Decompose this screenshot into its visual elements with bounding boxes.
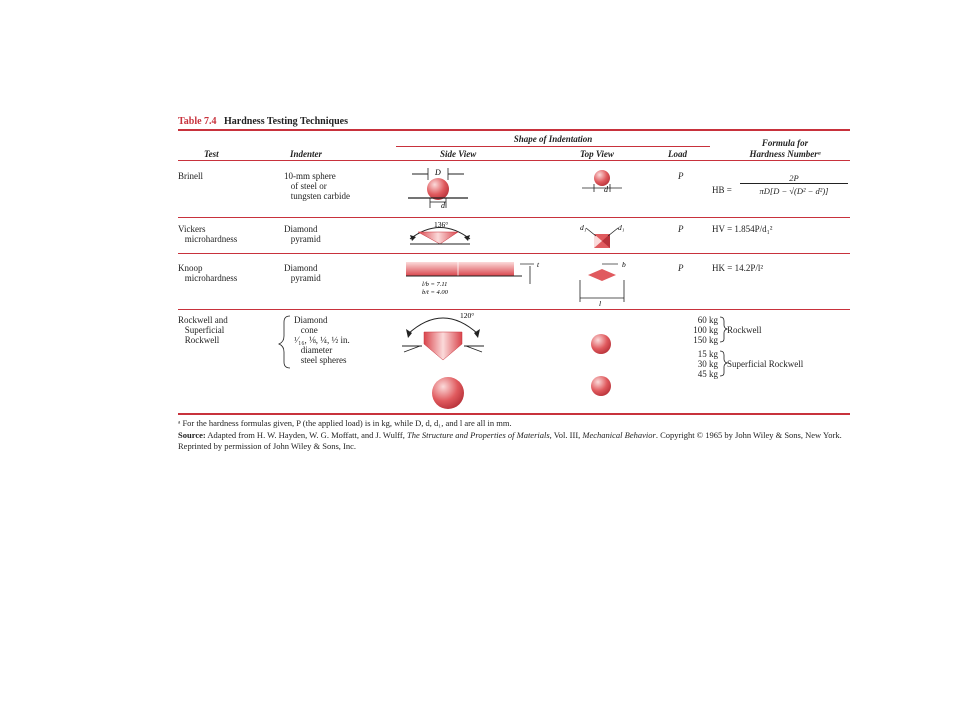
row-brinell-formula-prefix: HB = [712, 185, 732, 195]
row-knoop-formula: HK = 14.2P/l² [712, 263, 764, 273]
brinell-side-view [408, 168, 468, 210]
rockwell-cone-side-view [402, 311, 484, 409]
header-top-view: Top View [580, 149, 614, 159]
row-brinell-formula-denominator: πD[D − √(D² − d²)] [759, 186, 829, 196]
rockwell-angle-label: 120° [460, 311, 475, 320]
vickers-angle-label: 136° [434, 220, 449, 229]
knoop-top-indent [588, 269, 616, 281]
row-brinell-test: Brinell [178, 171, 203, 181]
header-load: Load [668, 149, 687, 159]
vickers-pyramid [418, 232, 458, 244]
knoop-side-view [406, 260, 540, 296]
rockwell-cone [424, 332, 462, 360]
source-label: Source: [178, 430, 206, 440]
row-vickers-load: P [678, 224, 684, 234]
row-brinell-indenter: 10-mm sphere of steel or tungsten carbide [284, 171, 350, 201]
header-formula-line2: Hardness Numberᵃ [749, 149, 821, 159]
source-volume-title: Mechanical Behavior [582, 430, 656, 440]
row-knoop-load: P [678, 263, 684, 273]
header-indenter: Indenter [290, 149, 323, 159]
knoop-top-label-l: l [599, 299, 602, 308]
header-formula-line1: Formula for [761, 138, 809, 148]
vickers-top-label-1: d₁ [580, 223, 587, 232]
brinell-side-label-D: D [435, 168, 441, 177]
rockwell-cone-top-indent [591, 334, 611, 354]
knoop-ratio-bt: b/t = 4.00 [422, 289, 448, 296]
source-text-mid: , Vol. III, [549, 430, 583, 440]
load-15kg: 15 kg [697, 349, 718, 359]
rockwell-label: Rockwell [727, 325, 762, 335]
header-test: Test [204, 149, 219, 159]
row-brinell-formula-numerator: 2P [789, 173, 799, 183]
load-150kg: 150 kg [693, 335, 718, 345]
row-brinell-load: P [678, 171, 684, 181]
indenter-brace [279, 316, 290, 368]
table-number: Table 7.4 [178, 116, 217, 127]
superficial-brace [720, 351, 727, 376]
source-text-after: . Copyright © 1965 by John Wiley & Sons, New York. Reprinted by permission of John Wiley & Sons, Inc. [178, 430, 842, 451]
row-rockwell-test: Rockwell and Superficial Rockwell [178, 315, 228, 345]
knoop-indenter [406, 262, 514, 276]
table-source [178, 430, 850, 452]
row-knoop-test: Knoop microhardness [178, 263, 238, 283]
row-vickers-indenter: Diamond pyramid [284, 224, 321, 244]
load-60kg: 60 kg [697, 315, 718, 325]
knoop-top-view [580, 260, 626, 308]
brinell-side-label-d: d [441, 201, 445, 210]
header-side-view: Side View [440, 149, 477, 159]
hardness-table [178, 112, 850, 462]
knoop-top-label-b: b [622, 260, 626, 269]
rockwell-brace [720, 317, 727, 342]
brinell-top-view [582, 170, 622, 194]
row-rockwell-indenter: Diamond cone ¹⁄₁₆, ⅛, ¼, ½ in. diameter steel spheres [294, 315, 350, 365]
source-text-before: Adapted from H. W. Hayden, W. G. Moffatt, and J. Wulff, [205, 430, 407, 440]
indentation-illustrations [178, 112, 850, 412]
knoop-side-label-t: t [537, 260, 540, 269]
row-vickers-test: Vickers microhardness [178, 224, 238, 244]
knoop-ratio-lb: l/b = 7.11 [422, 281, 448, 288]
brinell-top-label-d: d [604, 185, 608, 194]
superficial-rockwell-label: Superficial Rockwell [727, 359, 804, 369]
header-shape-of-indentation: Shape of Indentation [513, 134, 593, 144]
load-30kg: 30 kg [697, 359, 718, 369]
load-100kg: 100 kg [693, 325, 718, 335]
table-footnote: ᵃ For the hardness formulas given, P (the applied load) is in kg, while D, d, d₁, and l are all in mm. [178, 418, 512, 428]
vickers-top-label-2: d₁ [618, 223, 625, 232]
rockwell-steel-sphere [432, 377, 464, 409]
row-knoop-indenter: Diamond pyramid [284, 263, 321, 283]
brinell-ball [427, 178, 449, 200]
vickers-side-view [410, 220, 470, 244]
table-title: Hardness Testing Techniques [224, 116, 348, 127]
brinell-top-indent [594, 170, 610, 186]
bottom-rule [178, 413, 850, 415]
vickers-top-view [580, 223, 625, 248]
source-book-title: The Structure and Properties of Materials [406, 430, 550, 440]
row-vickers-formula: HV = 1.854P/d₁² [712, 224, 773, 234]
rockwell-sphere-top-indent [591, 376, 611, 396]
load-45kg: 45 kg [697, 369, 718, 379]
